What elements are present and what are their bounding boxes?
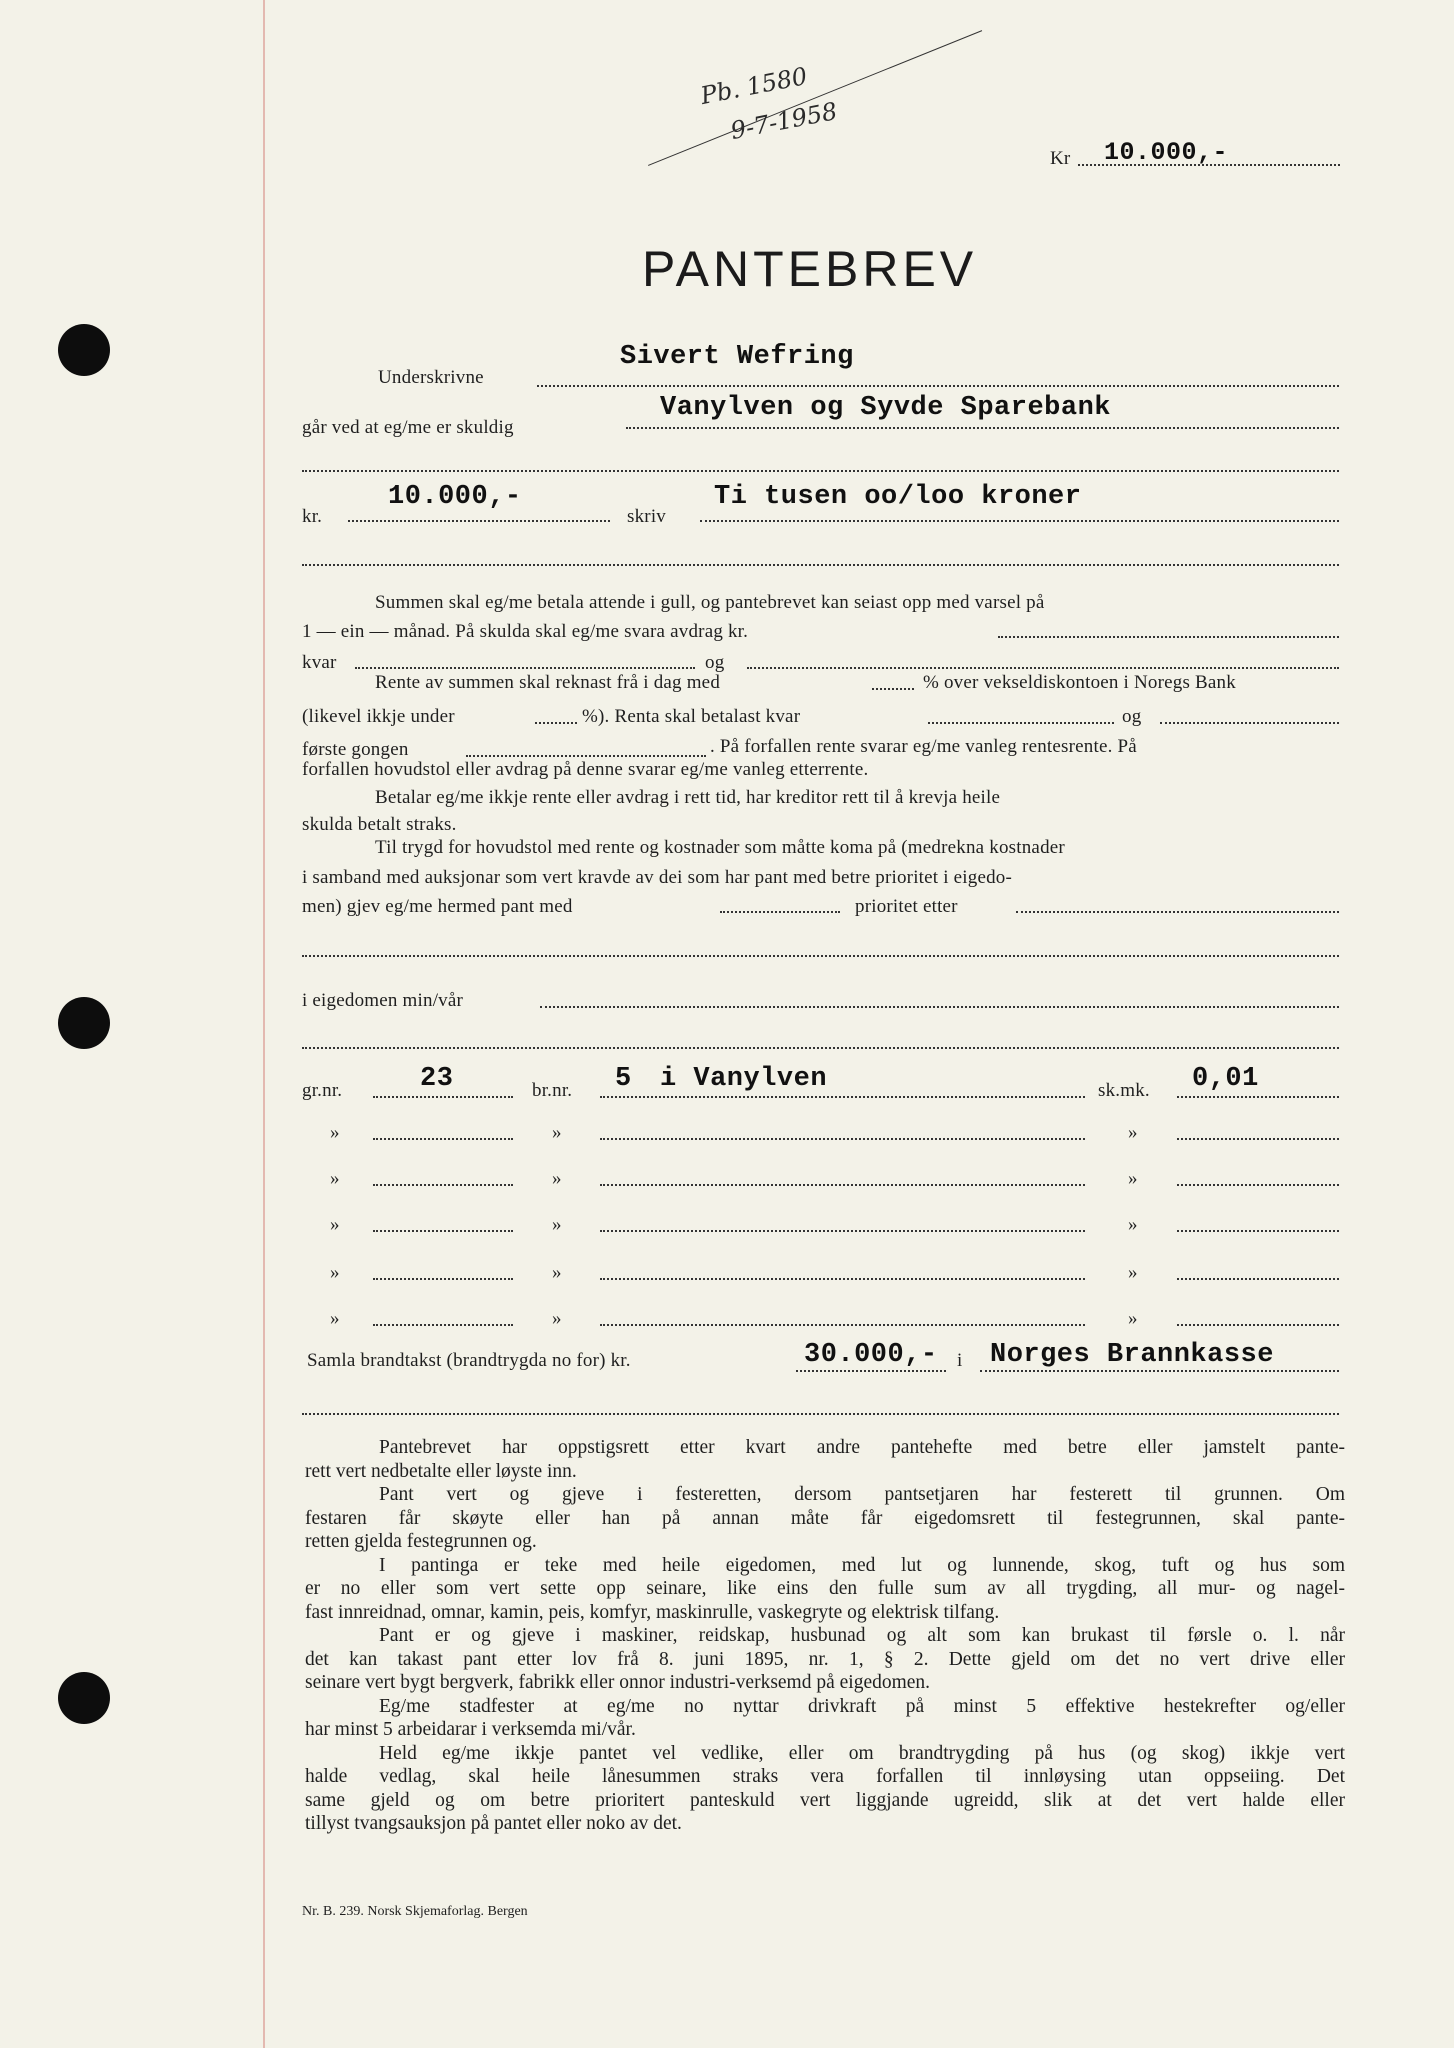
repeat-mark: » bbox=[1128, 1122, 1138, 1143]
repeat-line bbox=[1177, 1138, 1339, 1140]
repeat-line bbox=[373, 1184, 513, 1186]
clause-4-line-2: det kan takast pant etter lov frå 8. juni 1895, nr. 1, § 2. Dette gjeld om det no vert drive eller bbox=[305, 1648, 1345, 1670]
repeat-line bbox=[373, 1324, 513, 1326]
terms-line-12b: prioritet etter bbox=[855, 896, 958, 917]
repeat-mark: » bbox=[552, 1122, 562, 1143]
terms-line-11: i samband med auksjonar som vert kravde av dei som har pant med betre prioritet i eigedo- bbox=[302, 867, 1013, 888]
creditor-value: Vanylven og Syvde Sparebank bbox=[660, 393, 1111, 423]
repeat-line bbox=[373, 1278, 513, 1280]
repeat-line bbox=[1177, 1184, 1339, 1186]
terms-line-5-fill-2 bbox=[928, 722, 1114, 724]
words-line bbox=[700, 520, 1339, 522]
amount-value: 10.000,- bbox=[1104, 138, 1229, 167]
fire-value-line bbox=[796, 1370, 946, 1372]
place-value: i Vanylven bbox=[660, 1064, 828, 1094]
kr-value: 10.000,- bbox=[388, 482, 522, 512]
repeat-line bbox=[373, 1138, 513, 1140]
clause-2-line-3: retten gjelda festegrunnen og. bbox=[305, 1531, 537, 1552]
property-line-2 bbox=[302, 1047, 1339, 1049]
clause-4-line-1: Pant er og gjeve i maskiner, reidskap, husbunad og alt som kan brukast til førsle o. l. når bbox=[379, 1625, 1345, 1646]
brnr-label: br.nr. bbox=[532, 1080, 573, 1101]
clause-6-line-1: Held eg/me ikkje pantet vel vedlike, eller om brandtrygding på hus (og skog) ikkje vert bbox=[379, 1742, 1345, 1764]
fire-i-label: i bbox=[957, 1350, 963, 1371]
clauses bbox=[305, 1436, 1345, 1836]
clause-5-line-2: har minst 5 arbeidarar i verksemda mi/vår. bbox=[305, 1719, 636, 1740]
fire-label: Samla brandtakst (brandtrygda no for) kr. bbox=[307, 1350, 631, 1371]
repeat-mark: » bbox=[330, 1262, 340, 1283]
repeat-mark: » bbox=[552, 1168, 562, 1189]
property-label: i eigedomen min/vår bbox=[302, 990, 464, 1011]
terms-line-5-fill-3 bbox=[1160, 722, 1339, 724]
terms-line-13 bbox=[302, 955, 1339, 957]
clause-3-line-1: I pantinga er teke med heile eigedomen, med lut og lunnende, skog, tuft og hus som bbox=[379, 1554, 1345, 1576]
terms-line-2: 1 — ein — månad. På skulda skal eg/me svara avdrag kr. bbox=[302, 621, 749, 642]
words-line-2 bbox=[302, 564, 1339, 566]
terms-line-5c: og bbox=[1122, 706, 1142, 727]
clause-6-line-4: tillyst tvangsauksjon på pantet eller noko av det. bbox=[305, 1813, 682, 1834]
clause-1-line-1: Pantebrevet har oppstigsrett etter kvart andre pantehefte med betre eller jamstelt pante- bbox=[379, 1437, 1345, 1458]
punch-hole bbox=[58, 997, 110, 1049]
terms-line-9: skulda betalt straks. bbox=[302, 814, 457, 835]
signer-line bbox=[537, 385, 1339, 387]
words-value: Ti tusen oo/loo kroner bbox=[714, 482, 1082, 512]
repeat-mark: » bbox=[552, 1214, 562, 1235]
terms-line-3b: og bbox=[705, 652, 725, 673]
repeat-mark: » bbox=[1128, 1308, 1138, 1329]
clause-6-line-3: same gjeld og om betre prioritert panteskuld vert liggjande ugreidd, slik at det vert halde eller bbox=[305, 1789, 1345, 1811]
terms-line-12-fill-2 bbox=[1016, 911, 1339, 913]
terms-line-2-fill bbox=[998, 636, 1339, 638]
repeat-mark: » bbox=[1128, 1262, 1138, 1283]
grnr-line bbox=[373, 1096, 513, 1098]
terms-line-7: forfallen hovudstol eller avdrag på denne svarar eg/me vanleg etterrente. bbox=[302, 759, 869, 780]
punch-hole bbox=[58, 324, 110, 376]
handwritten-date: 9-7-1958 bbox=[728, 96, 840, 146]
punch-hole bbox=[58, 1672, 110, 1724]
signer-value: Sivert Wefring bbox=[620, 342, 854, 372]
grnr-label: gr.nr. bbox=[302, 1080, 343, 1101]
handwritten-ref: Pb. 1580 bbox=[698, 61, 810, 111]
repeat-mark: » bbox=[330, 1168, 340, 1189]
property-line bbox=[540, 1006, 1339, 1008]
repeat-line bbox=[600, 1278, 1085, 1280]
repeat-line bbox=[600, 1138, 1085, 1140]
insurer-value: Norges Brannkasse bbox=[990, 1340, 1274, 1370]
kr-label: kr. bbox=[302, 506, 323, 527]
repeat-mark: » bbox=[552, 1308, 562, 1329]
clause-1-line-2: rett vert nedbetalte eller løyste inn. bbox=[305, 1460, 577, 1482]
terms-line-4b: % over vekseldiskontoen i Noregs Bank bbox=[923, 672, 1236, 693]
creditor-line-2 bbox=[302, 470, 1339, 472]
repeat-line bbox=[373, 1230, 513, 1232]
clause-4-line-3: seinare vert bygt bergverk, fabrikk eller onnor industri-verksemd på eigedomen. bbox=[305, 1672, 931, 1693]
handwritten-stroke bbox=[648, 30, 982, 166]
owes-label: går ved at eg/me er skuldig bbox=[302, 417, 514, 438]
amount-line bbox=[1078, 164, 1340, 166]
fire-line-2 bbox=[302, 1413, 1339, 1415]
terms-line-3-fill-2 bbox=[747, 667, 1339, 669]
repeat-mark: » bbox=[1128, 1168, 1138, 1189]
clause-2-line-2: festaren får skøyte eller han på annan måte får eigedomsrett til festegrunnen, skal pante- bbox=[305, 1507, 1345, 1529]
terms-line-6a: første gongen bbox=[302, 739, 409, 760]
repeat-mark: » bbox=[330, 1308, 340, 1329]
brnr-line bbox=[600, 1096, 1085, 1098]
signer-label: Underskrivne bbox=[378, 367, 484, 388]
terms-line-12-fill bbox=[720, 911, 840, 913]
margin-line bbox=[263, 0, 265, 2048]
repeat-line bbox=[1177, 1324, 1339, 1326]
terms-line-5b: %). Renta skal betalast kvar bbox=[582, 706, 801, 727]
terms-line-6-fill bbox=[466, 755, 706, 757]
terms-line-12a: men) gjev eg/me hermed pant med bbox=[302, 896, 573, 917]
terms-line-3a: kvar bbox=[302, 652, 337, 673]
repeat-line bbox=[600, 1324, 1085, 1326]
form-footer: Nr. B. 239. Norsk Skjemaforlag. Bergen bbox=[302, 1904, 528, 1919]
clause-5-line-1: Eg/me stadfester at eg/me no nyttar drivkraft på minst 5 effektive hestekrefter og/eller bbox=[379, 1695, 1345, 1717]
words-label: skriv bbox=[627, 506, 666, 527]
repeat-line bbox=[600, 1230, 1085, 1232]
clause-3-line-3: fast innreidnad, omnar, kamin, peis, komfyr, maskinrulle, vaskegryte og elektrisk tilfang. bbox=[305, 1601, 1000, 1623]
amount-label: Kr bbox=[1050, 148, 1071, 169]
creditor-line bbox=[626, 427, 1339, 429]
terms-line-8: Betalar eg/me ikkje rente eller avdrag i rett tid, har kreditor rett til å krevja heile bbox=[375, 787, 1001, 808]
terms-line-5-fill bbox=[535, 722, 577, 724]
terms-line-10: Til trygd for hovudstol med rente og kostnader som måtte koma på (medrekna kostnader bbox=[375, 837, 1065, 858]
terms-line-4a: Rente av summen skal reknast frå i dag med bbox=[375, 672, 721, 693]
repeat-line bbox=[1177, 1230, 1339, 1232]
fire-value: 30.000,- bbox=[804, 1340, 938, 1370]
skmk-value: 0,01 bbox=[1192, 1064, 1259, 1094]
repeat-mark: » bbox=[1128, 1214, 1138, 1235]
clause-2-line-1: Pant vert og gjeve i festeretten, dersom pantsetjaren har festerett til grunnen. Om bbox=[379, 1484, 1345, 1505]
insurer-line bbox=[980, 1370, 1339, 1372]
brnr-value: 5 bbox=[615, 1064, 632, 1094]
grnr-value: 23 bbox=[420, 1064, 454, 1094]
skmk-label: sk.mk. bbox=[1098, 1080, 1150, 1101]
kr-line bbox=[348, 520, 610, 522]
repeat-mark: » bbox=[330, 1122, 340, 1143]
terms-line-1: Summen skal eg/me betala attende i gull, og pantebrevet kan seiast opp med varsel på bbox=[375, 592, 1045, 613]
clause-3-line-2: er no eller som vert sette opp seinare, like eins den fulle sum av all trygding, all mur- og nagel- bbox=[305, 1578, 1345, 1599]
repeat-line bbox=[600, 1184, 1085, 1186]
terms-line-5a: (likevel ikkje under bbox=[302, 706, 455, 727]
terms-line-6b: . På forfallen rente svarar eg/me vanleg rentesrente. På bbox=[710, 736, 1137, 757]
repeat-mark: » bbox=[552, 1262, 562, 1283]
repeat-line bbox=[1177, 1278, 1339, 1280]
page-title: PANTEBREV bbox=[642, 241, 978, 297]
skmk-line bbox=[1177, 1096, 1339, 1098]
terms-line-3-fill bbox=[355, 667, 695, 669]
clause-6-line-2: halde vedlag, skal heile lånesummen straks vera forfallen til innløysing utan oppseiing. Det bbox=[305, 1766, 1345, 1787]
terms-line-4-fill bbox=[872, 688, 914, 690]
repeat-mark: » bbox=[330, 1214, 340, 1235]
